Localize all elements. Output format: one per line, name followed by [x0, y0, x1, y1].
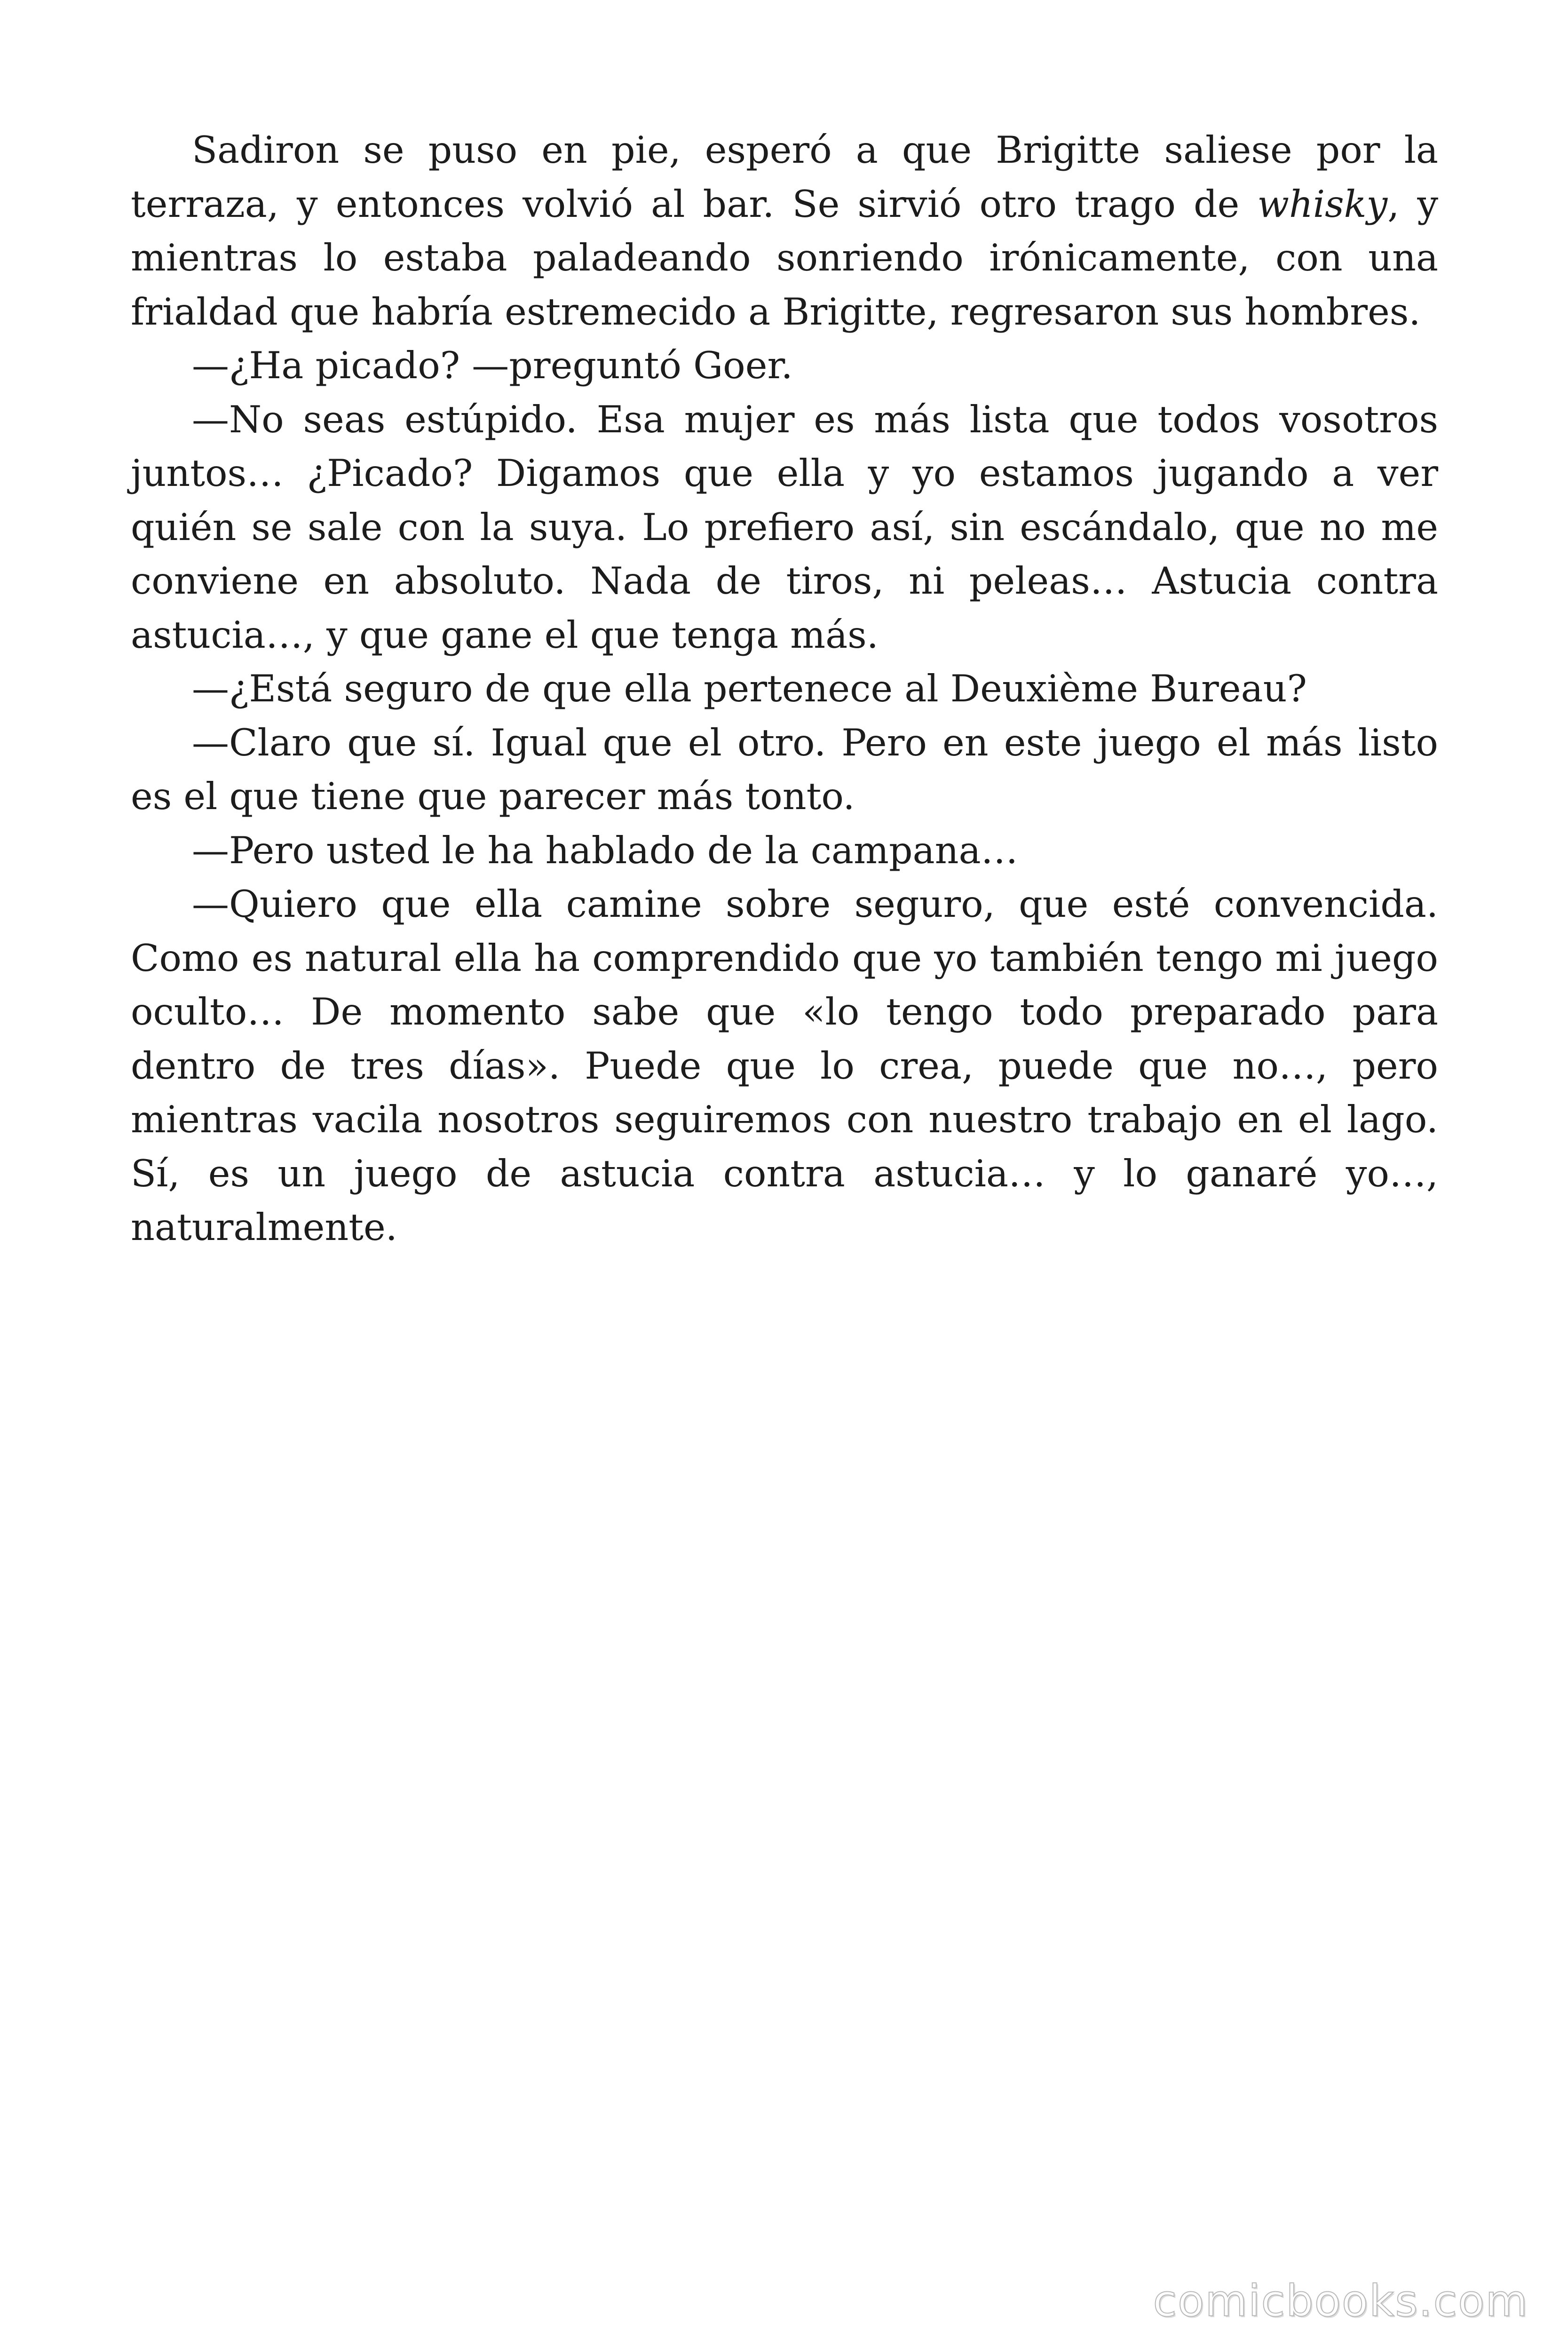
paragraph	[131, 123, 1438, 339]
text-run: —¿Ha picado? —preguntó Goer.	[192, 344, 793, 387]
text-run: Sadiron se puso en pie, esperó a que Brigitte saliese por la terraza, y entonces volvió al bar. Se sirvió otro trago de	[131, 128, 1438, 226]
watermark-logo: comicbooks.com	[1153, 2276, 1528, 2326]
paragraph	[131, 339, 1438, 393]
paragraph	[131, 393, 1438, 662]
text-run: —Quiero que ella camine sobre seguro, que esté convencida. Como es natural ella ha comprendido que yo también tengo mi juego oculto… De momento sabe que «lo tengo todo preparado para dentro de tres días». Puede que lo crea, puede que no…, pero mientras vacila nosotros seguiremos con nuestro trabajo en el lago. Sí, es un juego de astucia contra astucia… y lo ganaré yo…, naturalmente.	[131, 882, 1438, 1249]
paragraph	[131, 716, 1438, 824]
text-run: —Pero usted le ha hablado de la campana…	[192, 828, 1018, 872]
text-run: —¿Está seguro de que ella pertenece al Deuxième Bureau?	[192, 667, 1307, 710]
text-run: —Claro que sí. Igual que el otro. Pero en este juego el más listo es el que tiene que parecer más tonto.	[131, 721, 1438, 818]
body-text	[131, 123, 1438, 1255]
paragraph	[131, 877, 1438, 1255]
text-run: , y mientras lo estaba paladeando sonriendo irónicamente, con una frialdad que habría estremecido a Brigitte, regresaron sus hombres.	[131, 182, 1438, 334]
paragraph	[131, 662, 1438, 716]
text-run: —No seas estúpido. Esa mujer es más lista que todos vosotros juntos… ¿Picado? Digamos que ella y yo estamos jugando a ver quién se sale con la suya. Lo prefiero así, sin escándalo, que no me conviene en absoluto. Nada de tiros, ni peleas… Astucia contra astucia…, y que gane el que tenga más.	[131, 397, 1438, 657]
italic-text-run: whisky	[1257, 182, 1388, 226]
paragraph	[131, 824, 1438, 878]
